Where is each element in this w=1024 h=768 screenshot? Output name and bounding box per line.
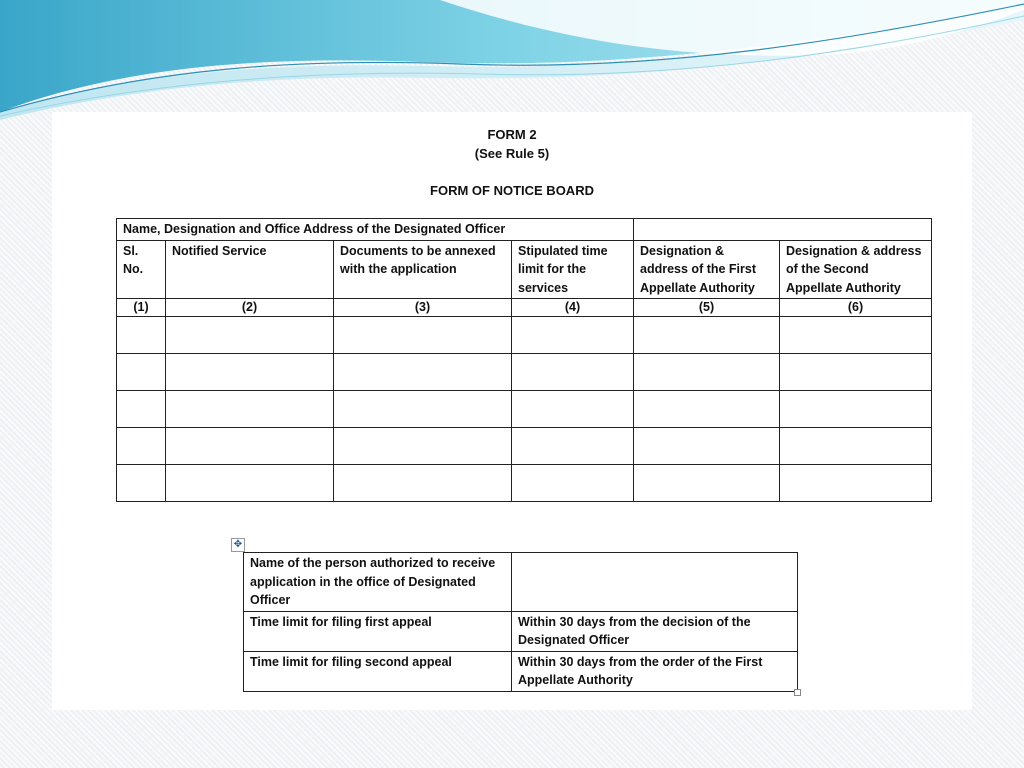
table-cell[interactable] <box>780 428 932 465</box>
table-cell[interactable] <box>512 317 634 354</box>
table-cell[interactable] <box>166 354 334 391</box>
column-header-second-appellate: Designation & address of the Second Appellate Authority <box>780 240 932 299</box>
table-cell[interactable] <box>166 465 334 502</box>
authorized-person-label: Name of the person authorized to receive application in the office of Designated Officer <box>244 553 512 612</box>
appeal-info-table <box>243 552 798 692</box>
table-cell[interactable] <box>334 465 512 502</box>
column-number: (6) <box>780 299 932 317</box>
table-header-row <box>117 219 932 241</box>
table-cell[interactable] <box>512 354 634 391</box>
table-row <box>117 391 932 428</box>
table-cell[interactable] <box>512 428 634 465</box>
table-cell[interactable] <box>334 428 512 465</box>
column-number: (3) <box>334 299 512 317</box>
table-row <box>244 553 798 612</box>
designated-officer-value-cell[interactable] <box>634 219 932 241</box>
designated-officer-header: Name, Designation and Office Address of the Designated Officer <box>117 219 634 241</box>
table-cell[interactable] <box>166 428 334 465</box>
table-cell[interactable] <box>117 391 166 428</box>
table-cell[interactable] <box>512 465 634 502</box>
column-header-row <box>117 240 932 299</box>
second-appeal-label: Time limit for filing second appeal <box>244 651 512 691</box>
notice-board-table <box>116 218 932 502</box>
table-cell[interactable] <box>780 317 932 354</box>
table-row <box>117 354 932 391</box>
table-cell[interactable] <box>117 428 166 465</box>
table-cell[interactable] <box>117 317 166 354</box>
column-header-documents: Documents to be annexed with the application <box>334 240 512 299</box>
table-cell[interactable] <box>780 354 932 391</box>
table-cell[interactable] <box>512 391 634 428</box>
table-cell[interactable] <box>334 354 512 391</box>
table-row <box>117 428 932 465</box>
form-subtitle: FORM OF NOTICE BOARD <box>430 183 594 198</box>
table-cell[interactable] <box>166 391 334 428</box>
column-header-sl-no: Sl. No. <box>117 240 166 299</box>
column-header-time-limit: Stipulated time limit for the services <box>512 240 634 299</box>
first-appeal-label: Time limit for filing first appeal <box>244 611 512 651</box>
table-cell[interactable] <box>166 317 334 354</box>
column-number: (4) <box>512 299 634 317</box>
column-number: (2) <box>166 299 334 317</box>
second-appeal-value: Within 30 days from the order of the First Appellate Authority <box>512 651 798 691</box>
table-cell[interactable] <box>634 391 780 428</box>
first-appeal-value: Within 30 days from the decision of the Designated Officer <box>512 611 798 651</box>
column-number-row <box>117 299 932 317</box>
table-row <box>117 317 932 354</box>
move-icon[interactable]: ✥ <box>231 538 245 552</box>
column-number: (5) <box>634 299 780 317</box>
table-cell[interactable] <box>634 428 780 465</box>
table-cell[interactable] <box>634 465 780 502</box>
header-wave-banner <box>0 0 1024 120</box>
table-row <box>244 651 798 691</box>
resize-handle-icon[interactable] <box>794 689 801 696</box>
table-cell[interactable] <box>117 465 166 502</box>
table-cell[interactable] <box>634 354 780 391</box>
table-cell[interactable] <box>334 317 512 354</box>
column-header-first-appellate: Designation & address of the First Appellate Authority <box>634 240 780 299</box>
column-header-notified-service: Notified Service <box>166 240 334 299</box>
form-rule-reference: (See Rule 5) <box>474 146 550 161</box>
table-cell[interactable] <box>780 391 932 428</box>
table-cell[interactable] <box>117 354 166 391</box>
column-number: (1) <box>117 299 166 317</box>
table-row <box>117 465 932 502</box>
table-cell[interactable] <box>334 391 512 428</box>
table-cell[interactable] <box>780 465 932 502</box>
table-row <box>244 611 798 651</box>
authorized-person-value[interactable] <box>512 553 798 612</box>
table-cell[interactable] <box>634 317 780 354</box>
form-title: FORM 2 <box>487 127 537 142</box>
